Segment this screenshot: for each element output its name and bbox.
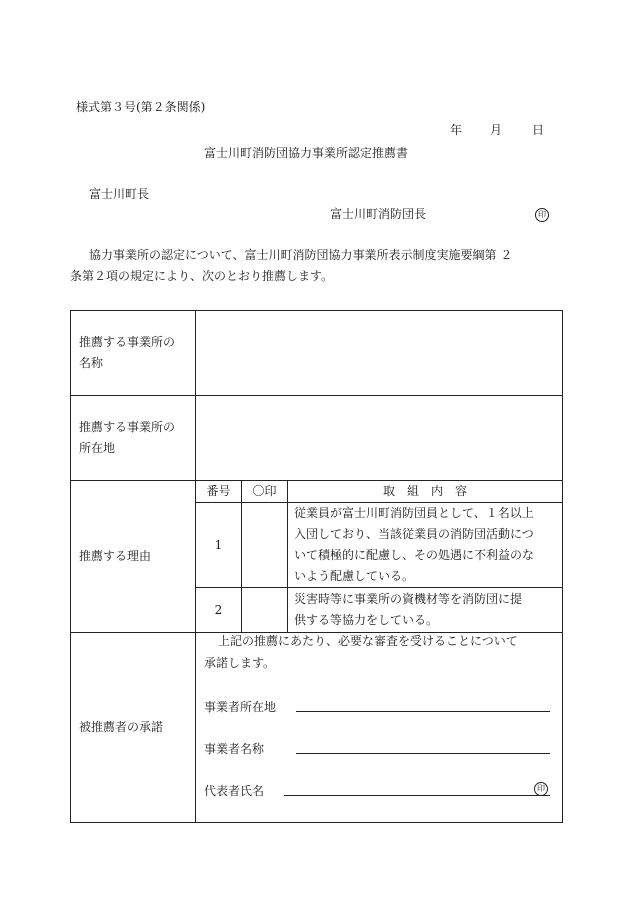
- representative-signature-row: [204, 781, 550, 801]
- seal-icon: 印: [534, 782, 548, 796]
- business-address-signature-row: [204, 697, 550, 717]
- row-business-name: [71, 311, 563, 396]
- seal-icon: 印: [535, 208, 549, 222]
- business-name-label-line-1: 推薦する事業所の: [79, 335, 176, 349]
- reason-mark-cell[interactable]: [242, 588, 288, 633]
- reason-line: 入団しており、当該従業員の消防団活動につ: [294, 527, 534, 541]
- business-address-field[interactable]: [196, 396, 563, 481]
- reason-mark-cell[interactable]: [242, 503, 288, 588]
- intro-line-2: 条第２項の規定により、次のとおり推薦します。: [70, 269, 334, 283]
- representative-signature-field[interactable]: [284, 781, 550, 796]
- business-address-signature-label: 事業者所在地: [204, 700, 277, 714]
- business-name-label: [71, 311, 196, 396]
- document-title: 富士川町消防団協力事業所認定推薦書: [204, 146, 409, 160]
- reason-content: [288, 588, 563, 633]
- business-name-signature-label: 事業者名称: [204, 742, 265, 756]
- business-name-label-line-2: 名称: [79, 356, 104, 370]
- form-number: 様式第３号(第２条関係): [76, 100, 206, 114]
- row-business-address: [71, 396, 563, 481]
- reason-header-row: [71, 481, 563, 503]
- reason-line: 災害時等に事業所の資機材等を消防団に提: [294, 592, 523, 606]
- reason-line: 従業員が富士川町消防団員として、１名以上: [294, 506, 534, 520]
- date-month-label: 月: [490, 123, 503, 137]
- business-name-signature-row: [204, 739, 550, 759]
- consent-text-line-2: 承諾します。: [204, 656, 276, 670]
- representative-signature-label: 代表者氏名: [204, 784, 265, 798]
- business-address-label: [71, 396, 196, 481]
- business-name-signature-field[interactable]: [296, 739, 550, 754]
- intro-line-1: 協力事業所の認定について、富士川町消防団協力事業所表示制度実施要綱第 ２: [89, 248, 513, 262]
- consent-row: [71, 633, 563, 823]
- reason-line: いて積極的に配慮し、その処遇に不利益のな: [294, 548, 535, 562]
- reason-label: 推薦する理由: [71, 481, 196, 633]
- addressee: 富士川町長: [89, 187, 150, 201]
- column-number: 番号: [196, 481, 242, 503]
- reason-content: [288, 503, 563, 588]
- business-address-label-line-2: 所在地: [79, 441, 116, 455]
- column-mark: 〇印: [242, 481, 288, 503]
- reason-line: 供する等協力をしている。: [294, 613, 439, 627]
- business-address-label-line-1: 推薦する事業所の: [79, 420, 176, 434]
- consent-cell: [196, 633, 563, 823]
- consent-label: 被推薦者の承諾: [71, 633, 196, 823]
- reason-line: いよう配慮している。: [294, 569, 415, 583]
- date-year-label: 年: [450, 123, 463, 137]
- business-name-field[interactable]: [196, 311, 563, 396]
- column-content: 取 組 内 容: [288, 481, 563, 503]
- sender-name: 富士川町消防団長: [330, 207, 427, 221]
- consent-text-line-1: 上記の推薦にあたり、必要な審査を受けることについて: [218, 634, 518, 648]
- date-day-label: 日: [532, 123, 545, 137]
- reason-number: 2: [196, 588, 242, 633]
- reason-number: 1: [196, 503, 242, 588]
- business-address-signature-field[interactable]: [296, 697, 550, 712]
- recommendation-table: [70, 310, 563, 823]
- sender-seal-wrap: [535, 206, 549, 222]
